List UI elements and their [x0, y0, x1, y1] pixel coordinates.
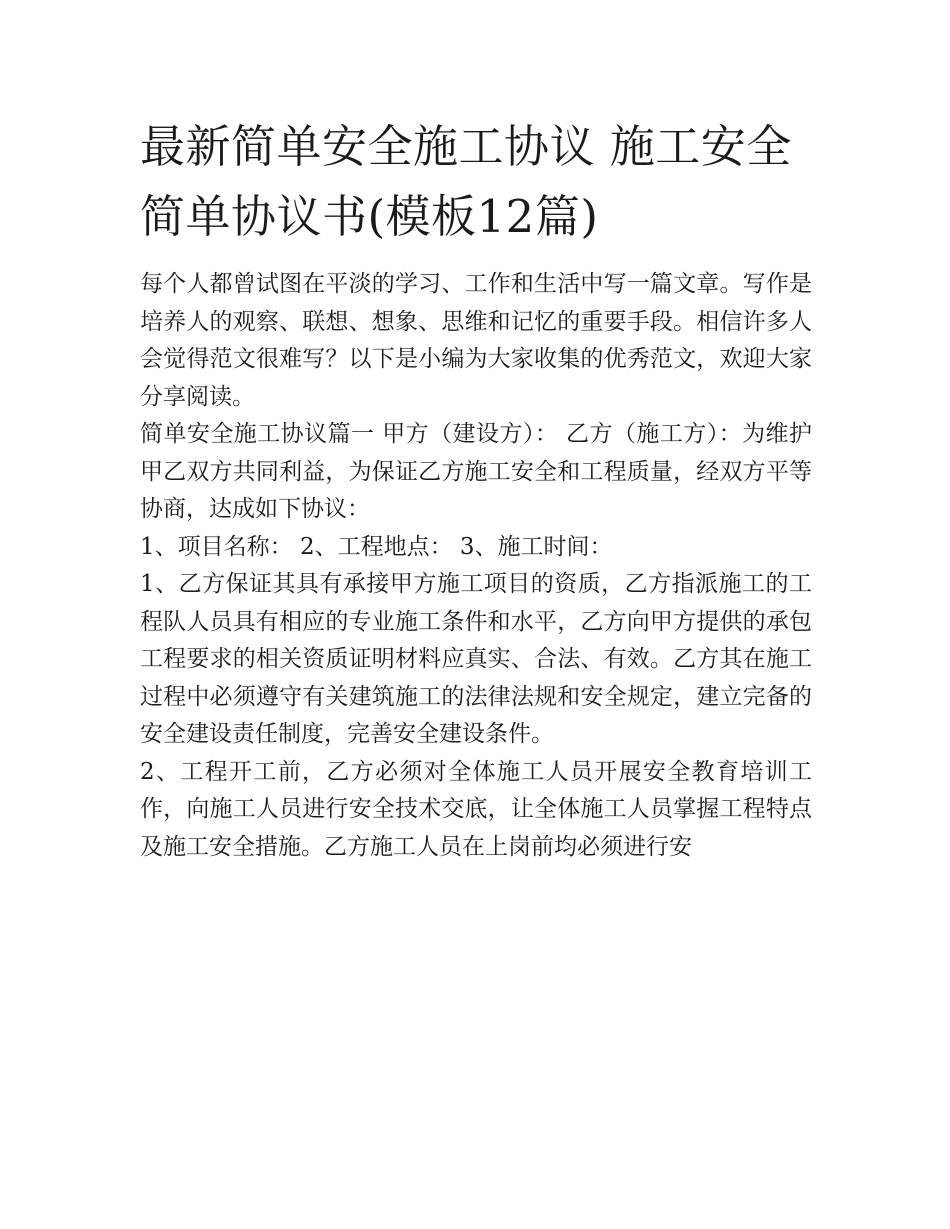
- agreement-parties-paragraph: 简单安全施工协议篇一 甲方（建设方）： 乙方（施工方）：为维护甲乙双方共同利益，为保证乙方施工安全和工程质量，经双方平等协商，达成如下协议：: [140, 421, 812, 522]
- document-body: [140, 112, 812, 866]
- project-info-paragraph: 1、项目名称： 2、工程地点： 3、施工时间：: [140, 533, 613, 560]
- clause-2-paragraph: 2、工程开工前，乙方必须对全体施工人员开展安全教育培训工作，向施工人员进行安全技术交底，让全体施工人员掌握工程特点及施工安全措施。乙方施工人员在上岗前均必须进行安: [140, 758, 812, 860]
- clause-1-paragraph: 1、乙方保证其具有承接甲方施工项目的资质，乙方指派施工的工程队人员具有相应的专业施工条件和水平，乙方向甲方提供的承包工程要求的相关资质证明材料应真实、合法、有效。乙方其在施工过程中必须遵守有关建筑施工的法律法规和安全规定，建立完备的安全建设责任制度，完善安全建设条件。: [140, 571, 812, 747]
- document-title: 最新简单安全施工协议 施工安全简单协议书(模板12篇): [140, 120, 792, 243]
- intro-paragraph: 每个人都曾试图在平淡的学习、工作和生活中写一篇文章。写作是培养人的观察、联想、想象、思维和记忆的重要手段。相信许多人会觉得范文很难写？以下是小编为大家收集的优秀范文，欢迎大家分享阅读。: [140, 271, 812, 410]
